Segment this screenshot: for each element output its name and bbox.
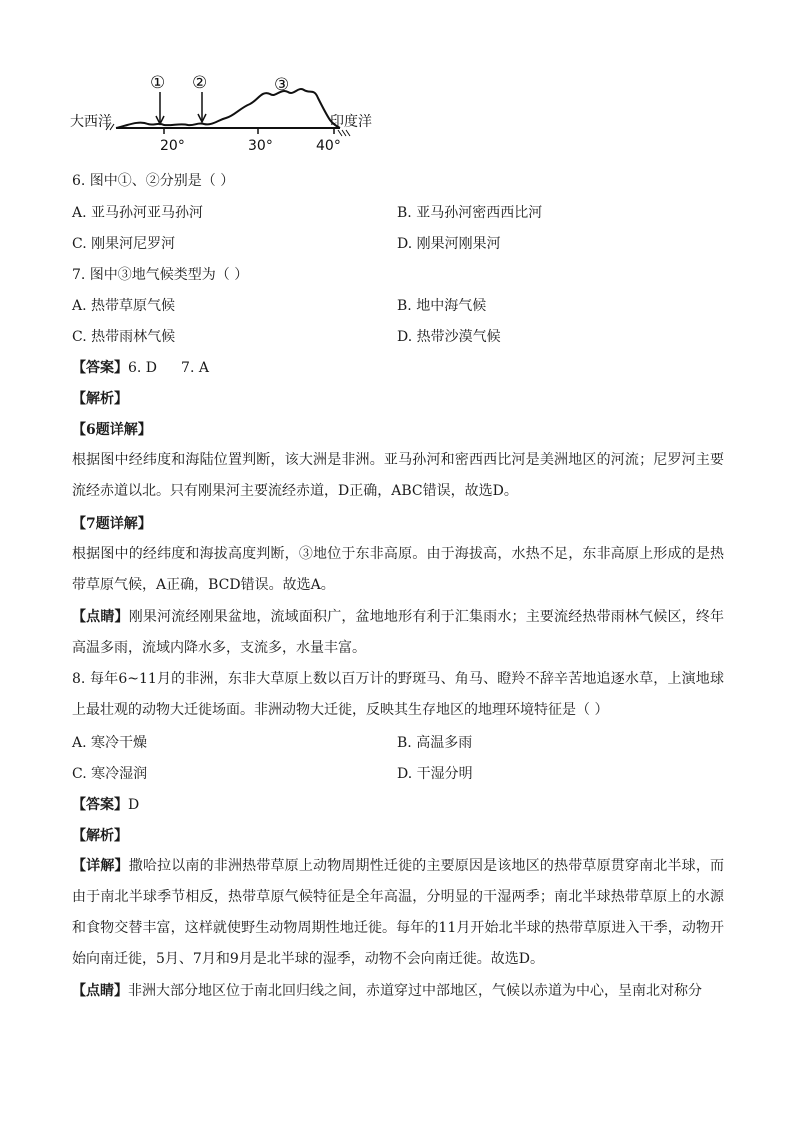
q7-option-b: B. 地中海气候	[397, 298, 487, 314]
answer-6: 6. D	[128, 360, 158, 376]
answer-8	[72, 795, 139, 815]
marker-1: ①	[150, 73, 166, 93]
tick-label-20: 20°	[160, 138, 185, 154]
q8-stem: 8. 每年6~11月的非洲，东非大草原上数以百万计的野斑马、角马、瞪羚不辞辛苦地追逐水草，上演地球上最壮观的动物大迁徙场面。非洲动物大迁徙，反映其生存地区的地理环境特征是（ ）	[72, 671, 724, 718]
terrain-profile-svg	[68, 70, 384, 154]
q7-option-d: D. 热带沙漠气候	[397, 329, 501, 345]
analysis-heading-1: 【解析】	[72, 391, 128, 407]
answer-6-7	[72, 358, 209, 378]
tip-1-text: 刚果河流经刚果盆地，流域面积广，盆地地形有利于汇集雨水；主要流经热带雨林气候区，终年高温多雨，流域内降水多，支流多，水量丰富。	[72, 609, 725, 656]
q7-option-c: C. 热带雨林气候	[72, 329, 176, 345]
tick-label-30: 30°	[248, 138, 273, 154]
q7-option-a: A. 热带草原气候	[72, 298, 176, 314]
q7-detail-heading: 【7题详解】	[72, 516, 152, 532]
q6-option-c: C. 刚果河尼罗河	[72, 236, 176, 252]
q7-stem: 7. 图中③地气候类型为（ ）	[72, 267, 249, 283]
q6-option-a: A. 亚马孙河亚马孙河	[72, 205, 204, 221]
q6-option-b: B. 亚马孙河密西西比河	[397, 205, 543, 221]
label-indian: 印度洋	[330, 114, 372, 130]
marker-3: ③	[274, 75, 290, 95]
tick-label-40: 40°	[316, 138, 341, 154]
tip-2	[72, 976, 724, 1007]
q8-detail-text: 撒哈拉以南的非洲热带草原上动物周期性迁徙的主要原因是该地区的热带草原贯穿南北半球，而由于南北半球季节相反，热带草原气候特征是全年高温，分明显的干湿两季；南北半球热带草原上的水源和食物交替丰富，这样就使野生动物周期性地迁徙。每年的11月开始北半球的热带草原进入干季，动物开始向南迁徙，5月、7月和9月是北半球的湿季，动物不会向南迁徙。故选D。	[72, 858, 725, 967]
q8-detail	[72, 851, 724, 975]
coast-hatch-right	[338, 130, 350, 136]
q8-option-c: C. 寒冷湿润	[72, 766, 148, 782]
q8-option-b: B. 高温多雨	[397, 735, 473, 751]
analysis-heading-2: 【解析】	[72, 828, 128, 844]
q6-option-d: D. 刚果河刚果河	[397, 236, 501, 252]
terrain-profile-figure	[68, 70, 384, 154]
tip-2-text: 非洲大部分地区位于南北回归线之间，赤道穿过中部地区，气候以赤道为中心，呈南北对称分	[128, 983, 702, 999]
q7-detail-text: 根据图中的经纬度和海拔高度判断，③地位于东非高原。由于海拔高，水热不足，东非高原上形成的是热带草原气候，A正确，BCD错误。故选A。	[72, 546, 724, 593]
answer-7: 7. A	[181, 360, 209, 376]
tip-1	[72, 602, 724, 664]
answer-8-value: D	[128, 797, 140, 813]
label-atlantic: 大西洋	[70, 114, 112, 130]
terrain-line	[116, 89, 340, 128]
q6-stem: 6. 图中①、②分别是（ ）	[72, 173, 235, 189]
q6-detail-heading: 【6题详解】	[72, 422, 152, 438]
q6-detail-text: 根据图中经纬度和海陆位置判断，该大洲是非洲。亚马孙河和密西西比河是美洲地区的河流；尼罗河主要流经赤道以北。只有刚果河主要流经赤道，D正确，ABC错误，故选D。	[72, 452, 724, 499]
answer-8-tag: 【答案】	[72, 797, 128, 813]
q8-detail-tag: 【详解】	[72, 858, 129, 874]
marker-2: ②	[192, 73, 208, 93]
q8-option-a: A. 寒冷干燥	[72, 735, 148, 751]
tip-2-tag: 【点睛】	[72, 983, 128, 999]
answer-tag: 【答案】	[72, 360, 128, 376]
tip-1-tag: 【点睛】	[72, 609, 129, 625]
q8-option-d: D. 干湿分明	[397, 766, 473, 782]
